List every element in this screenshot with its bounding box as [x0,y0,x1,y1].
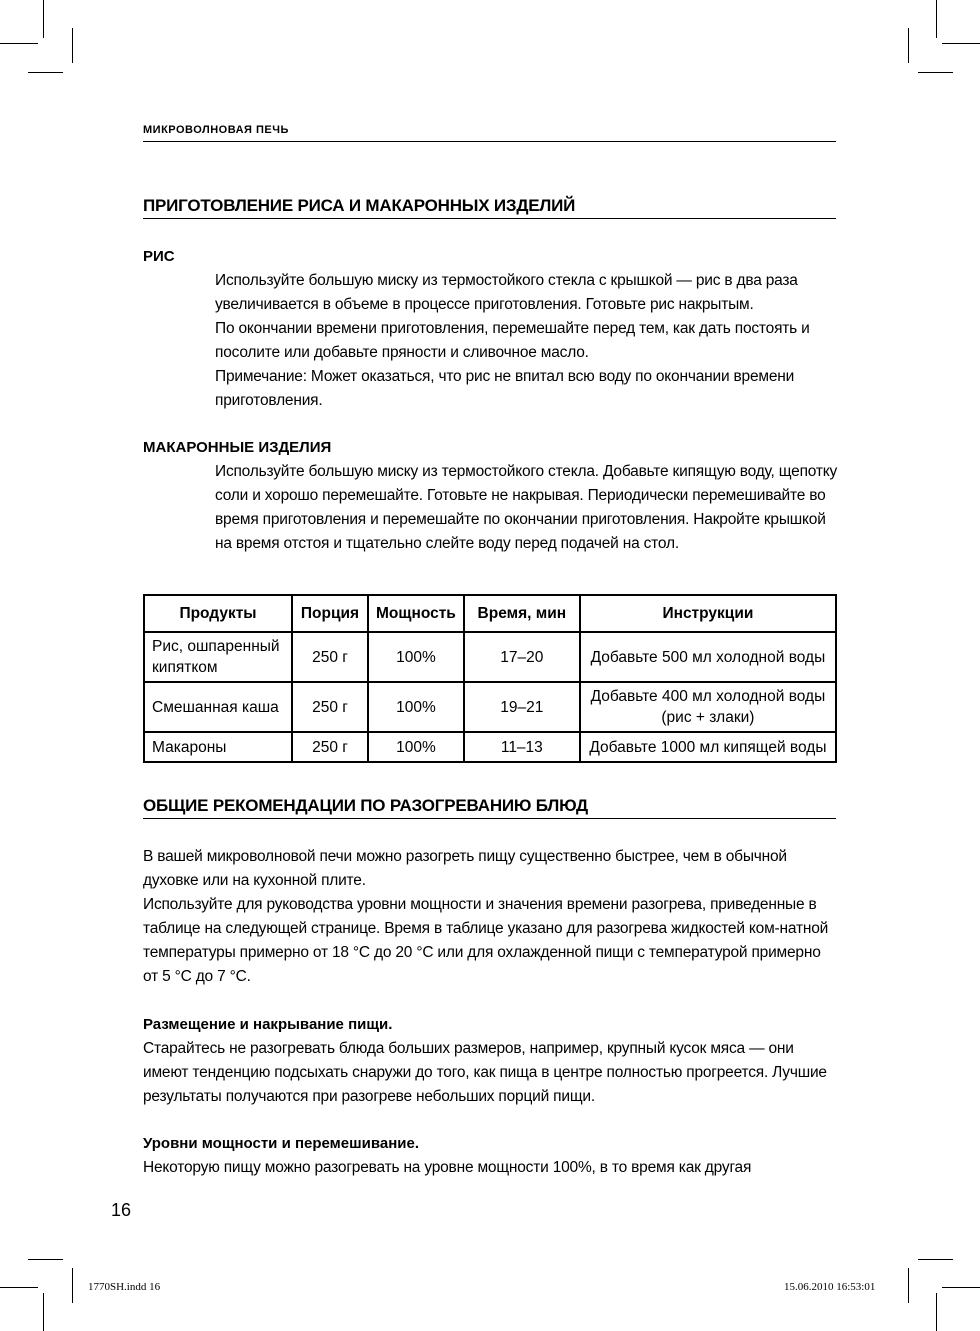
table-cell: 250 г [292,632,368,682]
crop-mark [43,1293,44,1331]
slug-file: 1770SH.indd 16 [88,1281,161,1293]
table-cell: 17–20 [464,632,580,682]
crop-mark [0,43,38,44]
pasta-text [215,460,840,556]
section-title-rice-pasta: ПРИГОТОВЛЕНИЕ РИСА И МАКАРОННЫХ ИЗДЕЛИЙ [143,196,836,219]
rice-paragraph: Используйте большую миску из термостойкого стекла с крышкой — рис в два раза увеличивается в объеме в процессе приготовления. Готовьте рис накрытым. [215,272,798,313]
pasta-heading: МАКАРОННЫЕ ИЗДЕЛИЯ [143,439,332,456]
table-cell: 250 г [292,732,368,762]
crop-mark [936,1293,937,1331]
crop-mark [28,72,63,73]
reheating-paragraph: Используйте для руководства уровни мощности и значения времени разогрева, приведенные в таблице на следующей странице. Время в таблице указано для разогрева жидкостей ком-натной температуры примерно от 18 °C до 20 °C или для охлажденной пищи с температурой примерно от 5 °C до 7 °C. [143,896,829,985]
power-text: Некоторую пищу можно разогревать на уровне мощности 100%, в то время как другая [143,1159,752,1176]
table-header: Инструкции [580,595,836,632]
rice-paragraph: По окончании времени приготовления, перемешайте перед тем, как дать постоять и посолите или добавьте пряности и сливочное масло. [215,320,810,361]
table-header: Мощность [368,595,464,632]
page-number: 16 [111,1200,132,1220]
table-header: Порция [292,595,368,632]
crop-mark [942,1287,980,1288]
rice-note: Примечание: Может оказаться, что рис не впитал всю воду по окончании времени приготовления. [215,368,795,409]
rice-heading: РИС [143,248,175,265]
power-heading: Уровни мощности и перемешивание. [143,1135,419,1152]
table-row [144,632,836,682]
table-row [144,682,836,732]
crop-mark [908,1268,909,1303]
crop-mark [72,1268,73,1303]
running-head: МИКРОВОЛНОВАЯ ПЕЧЬ [143,124,836,142]
reheating-intro [143,845,838,989]
table-header-row [144,595,836,632]
crop-mark [918,72,953,73]
table-header: Время, мин [464,595,580,632]
crop-mark [43,0,44,38]
table-cell: Добавьте 400 мл холодной воды (рис + злаки) [580,682,836,732]
table-row [144,732,836,762]
crop-mark [942,43,980,44]
table-cell: Макароны [144,732,292,762]
pasta-paragraph: Используйте большую миску из термостойкого стекла. Добавьте кипящую воду, щепотку соли и хорошо перемешайте. Готовьте не накрывая. Периодически перемешивайте во время приготовления и перемешайте по окончании приготовления. Накройте крышкой на время отстоя и тщательно слейте воду перед подачей на стол. [215,463,838,552]
table-cell: 100% [368,732,464,762]
slug-date: 15.06.2010 16:53:01 [784,1281,876,1293]
table-cell: 100% [368,682,464,732]
reheating-paragraph: В вашей микроволновой печи можно разогреть пищу существенно быстрее, чем в обычной духовке или на кухонной плите. [143,848,787,889]
table-header: Продукты [144,595,292,632]
table-cell: 250 г [292,682,368,732]
table-cell: 19–21 [464,682,580,732]
table-cell: 100% [368,632,464,682]
rice-text [215,269,840,413]
table-cell: Смешанная каша [144,682,292,732]
placement-heading: Размещение и накрывание пищи. [143,1016,393,1033]
crop-mark [936,0,937,38]
crop-mark [28,1259,63,1260]
crop-mark [918,1259,953,1260]
cooking-table [143,594,837,763]
crop-mark [908,28,909,63]
placement-text: Старайтесь не разогревать блюда больших размеров, например, крупный кусок мяса — они имеют тенденцию подсыхать снаружи до того, как пища в центре полностью прогреется. Лучшие результаты получаются при разогреве небольших порций пищи. [143,1040,827,1105]
section-title-reheating: ОБЩИЕ РЕКОМЕНДАЦИИ ПО РАЗОГРЕВАНИЮ БЛЮД [143,796,836,819]
crop-mark [72,28,73,63]
table-cell: Добавьте 500 мл холодной воды [580,632,836,682]
table-cell: Рис, ошпаренный кипятком [144,632,292,682]
table-cell: Добавьте 1000 мл кипящей воды [580,732,836,762]
crop-mark [0,1287,38,1288]
table-cell: 11–13 [464,732,580,762]
